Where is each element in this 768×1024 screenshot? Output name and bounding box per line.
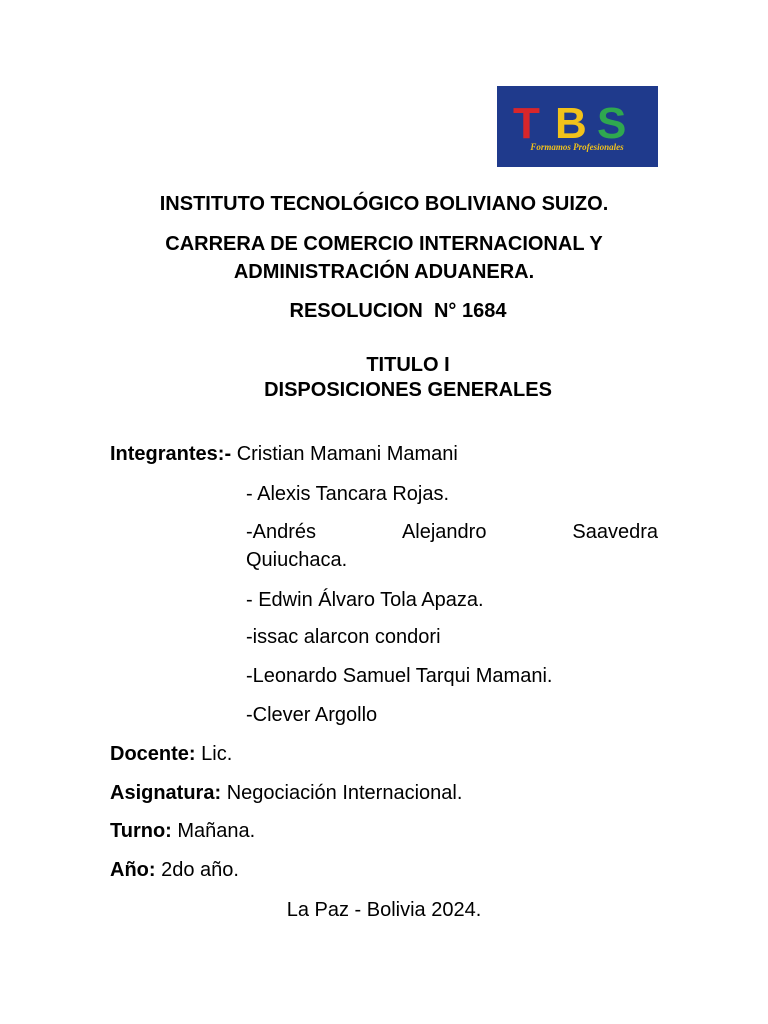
resolution-number — [14, 298, 768, 324]
asignatura-row — [110, 780, 462, 806]
member-name: Cristian Mamani Mamani — [236, 443, 458, 465]
member-name-line-2: Quiuchaca. — [246, 549, 348, 571]
logo-letter-b: B — [555, 99, 587, 148]
member-name: -issac alarcon condori — [246, 626, 441, 648]
asignatura-label: Asignatura: — [110, 782, 222, 804]
tbs-logo-graphic — [497, 86, 658, 167]
member-name: -Leonardo Samuel Tarqui Mamani. — [246, 665, 553, 687]
docente-row — [110, 741, 232, 767]
tbs-logo — [497, 86, 658, 167]
member-name-justified — [246, 518, 658, 574]
member-word: Saavedra — [572, 521, 658, 543]
anio-label: Año: — [110, 859, 156, 881]
logo-letter-t: T — [513, 99, 540, 148]
member-word: Alejandro — [401, 521, 487, 543]
turno-value: Mañana. — [177, 820, 256, 842]
resolution-text: RESOLUCION N° 1684 — [289, 300, 507, 322]
institute-name: INSTITUTO TECNOLÓGICO BOLIVIANO SUIZO. — [159, 193, 609, 215]
document-title: TITULO I — [366, 354, 450, 376]
member-name: - Alexis Tancara Rojas. — [246, 483, 450, 505]
member-name-line-1 — [246, 518, 658, 546]
member-name: - Edwin Álvaro Tola Apaza. — [246, 589, 484, 611]
docente-value: Lic. — [201, 743, 233, 765]
asignatura-value: Negociación Internacional. — [226, 782, 463, 804]
turno-label: Turno: — [110, 820, 172, 842]
place-and-date: La Paz - Bolivia 2024. — [286, 899, 482, 921]
logo-tagline: Formamos Profesionales — [530, 142, 624, 152]
career-line-1: CARRERA DE COMERCIO INTERNACIONAL Y — [165, 233, 603, 255]
anio-row — [110, 857, 239, 883]
career-line-2: ADMINISTRACIÓN ADUANERA. — [233, 261, 535, 283]
anio-value: 2do año. — [161, 859, 239, 881]
member-word: -Andrés — [246, 521, 317, 543]
turno-row — [110, 818, 255, 844]
logo-letter-s: S — [597, 99, 627, 148]
member-name: -Clever Argollo — [246, 704, 378, 726]
docente-label: Docente: — [110, 743, 196, 765]
document-subtitle: DISPOSICIONES GENERALES — [264, 379, 552, 401]
members-row — [110, 441, 458, 467]
members-label: Integrantes:- — [110, 443, 232, 465]
